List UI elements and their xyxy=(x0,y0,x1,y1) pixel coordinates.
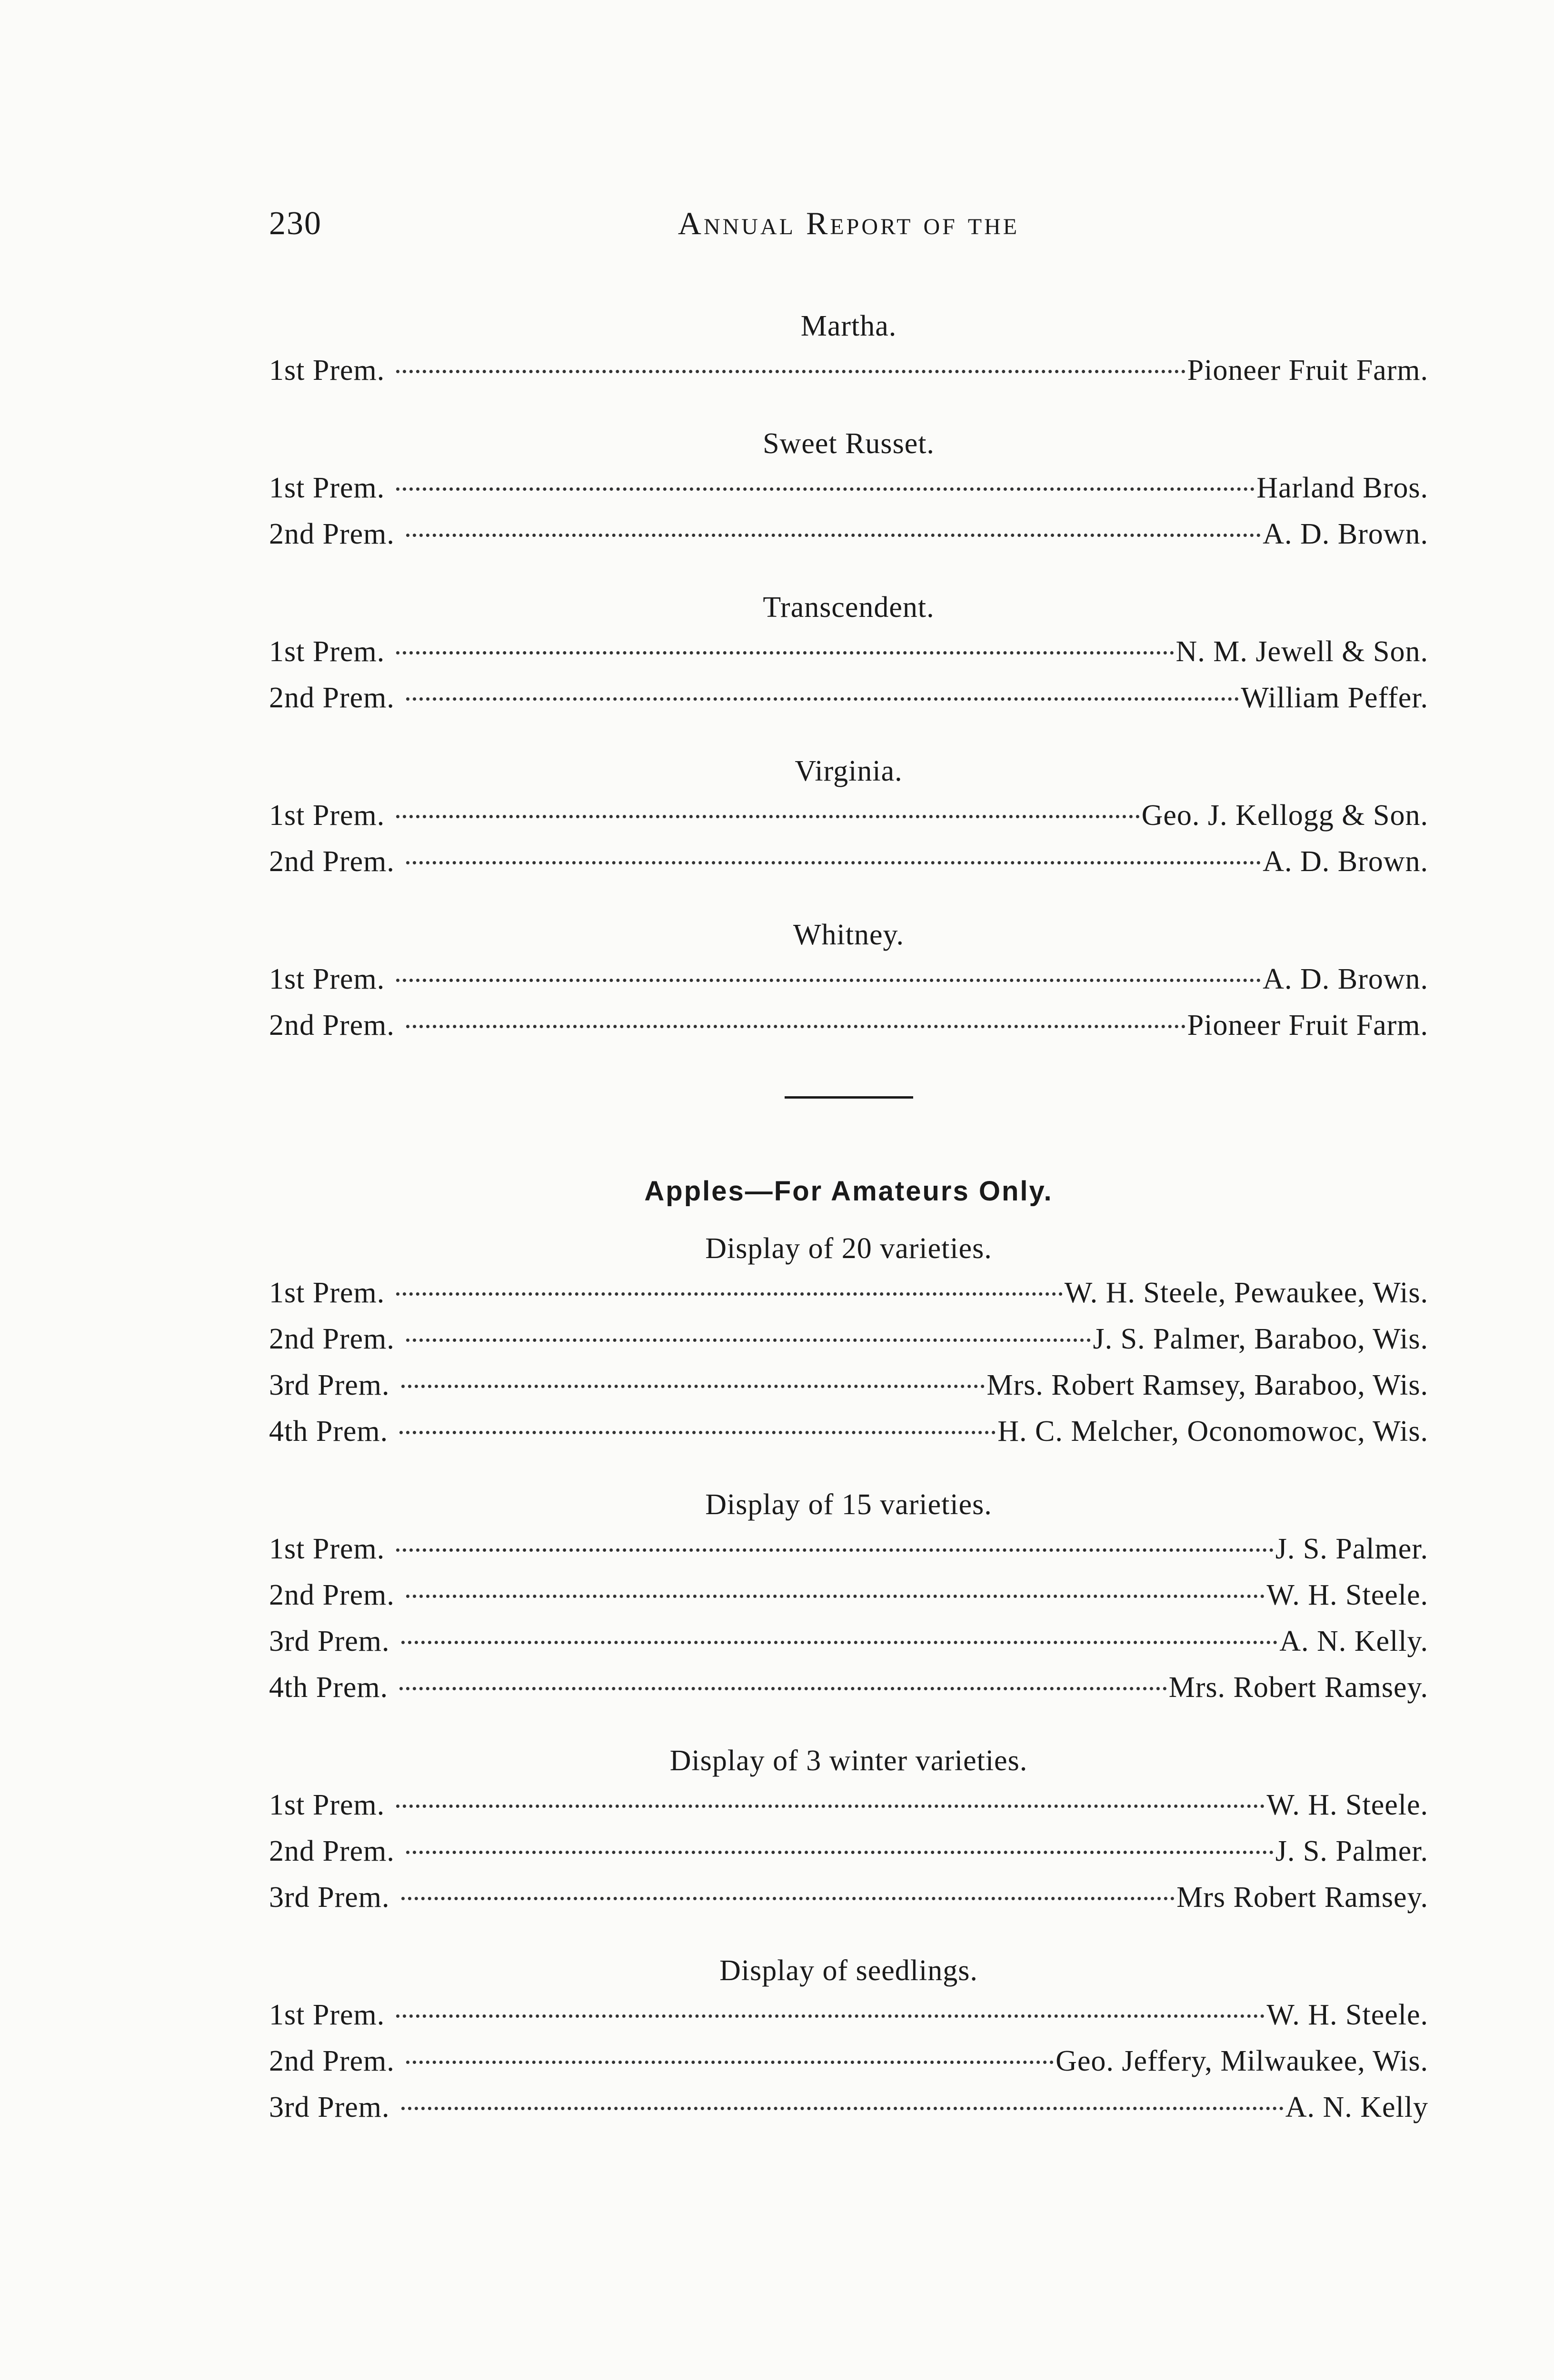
section-title: Virginia. xyxy=(795,755,903,787)
premium-place: 2nd Prem. xyxy=(269,518,395,550)
premium-place: 3rd Prem. xyxy=(269,1625,390,1657)
premium-entry xyxy=(269,347,1428,394)
section-title: Sweet Russet. xyxy=(763,427,935,460)
premium-entry xyxy=(269,2038,1428,2084)
premium-section xyxy=(269,1227,1428,1455)
premium-place: 2nd Prem. xyxy=(269,1009,395,1041)
premium-place: 1st Prem. xyxy=(269,1277,385,1309)
premium-winner: Mrs. Robert Ramsey. xyxy=(1168,1671,1428,1704)
premium-place: 1st Prem. xyxy=(269,1789,385,1821)
premium-winner: A. D. Brown. xyxy=(1263,845,1428,878)
premium-winner: Mrs. Robert Ramsey, Baraboo, Wis. xyxy=(986,1369,1428,1401)
premium-winner: Geo. Jeffery, Milwaukee, Wis. xyxy=(1056,2045,1428,2077)
premium-place: 2nd Prem. xyxy=(269,1579,395,1611)
premium-winner: J. S. Palmer. xyxy=(1275,1533,1428,1565)
premium-winner: William Peffer. xyxy=(1241,682,1428,714)
premium-entry xyxy=(269,839,1428,885)
premium-place: 4th Prem. xyxy=(269,1415,388,1448)
dot-leader xyxy=(399,1687,1167,1690)
dot-leader xyxy=(406,697,1239,701)
premium-section xyxy=(269,750,1428,885)
premium-section xyxy=(269,1483,1428,1711)
premium-place: 4th Prem. xyxy=(269,1671,388,1704)
section-title: Martha. xyxy=(800,310,897,342)
premium-winner: W. H. Steele. xyxy=(1266,1579,1428,1611)
premium-winner: A. N. Kelly. xyxy=(1279,1625,1428,1657)
dot-leader xyxy=(396,370,1185,373)
premium-place: 2nd Prem. xyxy=(269,845,395,878)
page-number: 230 xyxy=(269,205,322,242)
dot-leader xyxy=(396,2014,1265,2018)
premium-place: 2nd Prem. xyxy=(269,682,395,714)
section-title: Whitney. xyxy=(793,919,904,951)
section-title: Display of seedlings. xyxy=(719,1954,978,1987)
section-title: Display of 15 varieties. xyxy=(705,1488,992,1521)
premium-winner: W. H. Steele. xyxy=(1266,1999,1428,2031)
premium-section xyxy=(269,305,1428,394)
section-title: Display of 3 winter varieties. xyxy=(669,1745,1028,1777)
premium-entry xyxy=(269,1526,1428,1572)
premium-entry xyxy=(269,1618,1428,1665)
dot-leader xyxy=(406,2061,1054,2064)
dot-leader xyxy=(406,1595,1265,1598)
premium-entry xyxy=(269,1828,1428,1874)
premium-winner: Mrs Robert Ramsey. xyxy=(1176,1881,1428,1914)
premium-section xyxy=(269,586,1428,721)
dot-leader xyxy=(396,1548,1273,1552)
premium-place: 2nd Prem. xyxy=(269,2045,395,2077)
dot-leader xyxy=(401,2107,1284,2110)
dot-leader xyxy=(401,1641,1278,1644)
premium-winner: A. D. Brown. xyxy=(1263,963,1428,995)
dot-leader xyxy=(401,1385,985,1388)
dot-leader xyxy=(406,534,1261,537)
premium-entry xyxy=(269,675,1428,721)
premium-section xyxy=(269,1739,1428,1921)
premium-section xyxy=(269,1949,1428,2131)
premium-place: 2nd Prem. xyxy=(269,1323,395,1355)
premium-entry xyxy=(269,1572,1428,1618)
premium-entry xyxy=(269,1002,1428,1049)
premium-winner: Harland Bros. xyxy=(1256,472,1428,504)
premium-winner: Geo. J. Kellogg & Son. xyxy=(1141,799,1428,832)
premium-entry xyxy=(269,511,1428,557)
premium-winner: N. M. Jewell & Son. xyxy=(1175,635,1428,668)
premium-place: 2nd Prem. xyxy=(269,1835,395,1867)
premium-place: 3rd Prem. xyxy=(269,1881,390,1914)
premium-winner: J. S. Palmer, Baraboo, Wis. xyxy=(1093,1323,1428,1355)
premium-entry xyxy=(269,629,1428,675)
section-title: Transcendent. xyxy=(763,591,935,624)
premium-winner: H. C. Melcher, Oconomowoc, Wis. xyxy=(997,1415,1428,1448)
section-title: Display of 20 varieties. xyxy=(705,1232,992,1265)
premium-place: 1st Prem. xyxy=(269,635,385,668)
amateurs-heading: Apples—For Amateurs Only. xyxy=(644,1176,1053,1207)
premium-place: 3rd Prem. xyxy=(269,2091,390,2123)
dot-leader xyxy=(396,1292,1063,1296)
premium-place: 1st Prem. xyxy=(269,472,385,504)
dot-leader xyxy=(396,979,1261,982)
premium-section xyxy=(269,422,1428,557)
premium-winner: J. S. Palmer. xyxy=(1275,1835,1428,1867)
premium-sections xyxy=(269,305,1428,1049)
dot-leader xyxy=(406,861,1261,864)
dot-leader xyxy=(406,1025,1185,1028)
premium-place: 1st Prem. xyxy=(269,354,385,387)
page-header xyxy=(269,205,1428,262)
dot-leader xyxy=(401,1897,1175,1900)
premium-place: 1st Prem. xyxy=(269,963,385,995)
dot-leader xyxy=(396,1805,1265,1808)
premium-winner: W. H. Steele. xyxy=(1266,1789,1428,1821)
premium-entry xyxy=(269,2084,1428,2131)
premium-winner: Pioneer Fruit Farm. xyxy=(1187,354,1428,387)
premium-entry xyxy=(269,1874,1428,1921)
premium-winner: Pioneer Fruit Farm. xyxy=(1187,1009,1428,1041)
premium-winner: W. H. Steele, Pewaukee, Wis. xyxy=(1064,1277,1428,1309)
premium-entry xyxy=(269,1992,1428,2038)
dot-leader xyxy=(406,1339,1091,1342)
premium-place: 1st Prem. xyxy=(269,799,385,832)
dot-leader xyxy=(396,651,1174,654)
premium-entry xyxy=(269,465,1428,511)
premium-winner: A. N. Kelly xyxy=(1285,2091,1428,2123)
premium-section xyxy=(269,913,1428,1049)
amateur-sections xyxy=(269,1227,1428,2131)
premium-entry xyxy=(269,1782,1428,1828)
premium-entry xyxy=(269,956,1428,1002)
section-divider xyxy=(785,1096,913,1099)
premium-entry xyxy=(269,1270,1428,1316)
premium-place: 3rd Prem. xyxy=(269,1369,390,1401)
page-content xyxy=(269,305,1428,2159)
dot-leader xyxy=(406,1851,1274,1854)
premium-entry xyxy=(269,1665,1428,1711)
premium-place: 1st Prem. xyxy=(269,1533,385,1565)
premium-entry xyxy=(269,1408,1428,1455)
premium-place: 1st Prem. xyxy=(269,1999,385,2031)
premium-winner: A. D. Brown. xyxy=(1263,518,1428,550)
dot-leader xyxy=(399,1431,996,1434)
premium-entry xyxy=(269,1316,1428,1362)
running-head: Annual Report of the xyxy=(677,205,1020,241)
dot-leader xyxy=(396,815,1139,818)
premium-entry xyxy=(269,1362,1428,1408)
premium-entry xyxy=(269,793,1428,839)
dot-leader xyxy=(396,487,1255,491)
